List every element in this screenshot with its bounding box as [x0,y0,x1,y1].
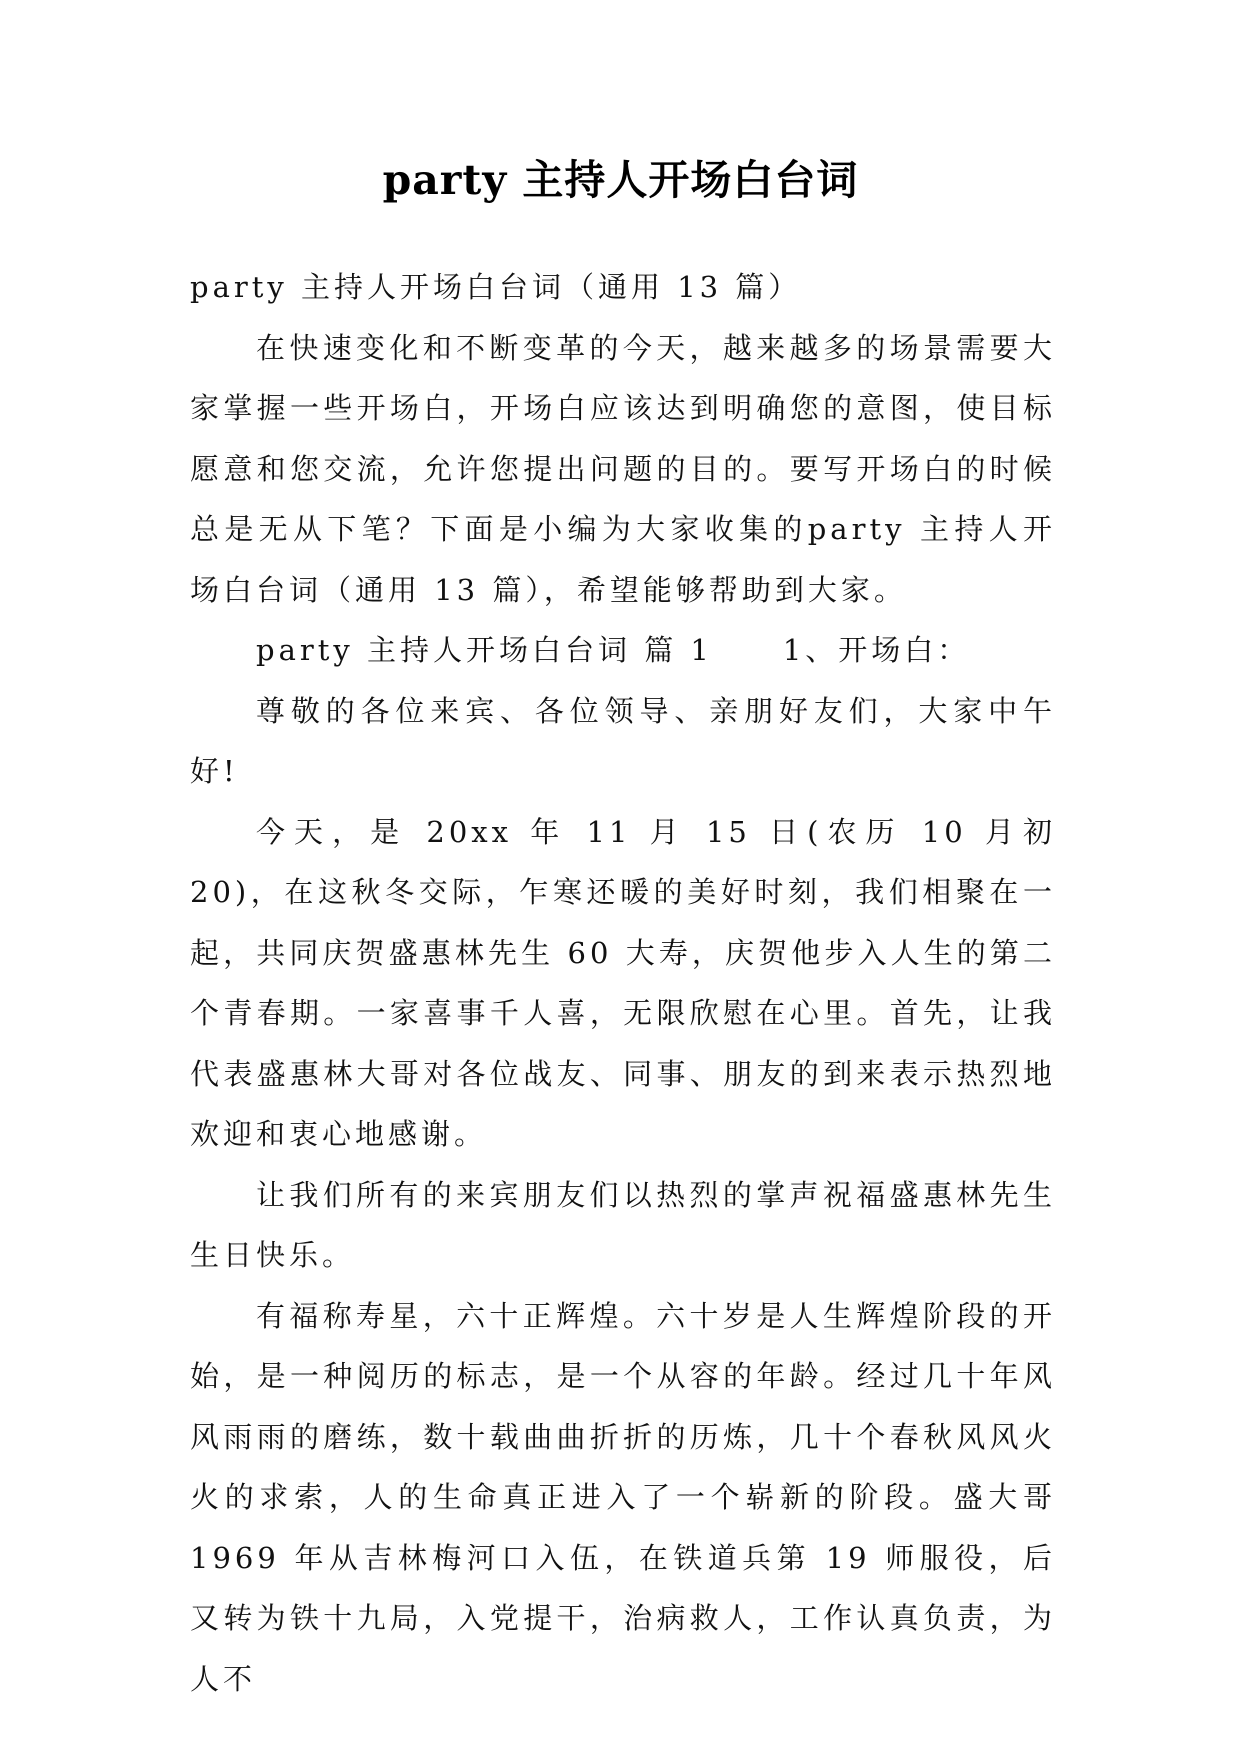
document-subtitle: party 主持人开场白台词（通用 13 篇） [190,270,802,304]
document-title: party 主持人开场白台词 [382,156,859,204]
speech-paragraph-applause: 让我们所有的来宾朋友们以热烈的掌声祝福盛惠林先生生日快乐。 [190,1177,1056,1272]
speech-paragraph-blessing: 有福称寿星，六十正辉煌。六十岁是人生辉煌阶段的开始，是一种阅历的标志，是一个从容的年龄。经过几十年风风雨雨的磨练，数十载曲曲折折的历炼，几十个春秋风风火火的求索，人的生命真正进入了一个崭新的阶段。盛大哥1969 年从吉林梅河口入伍，在铁道兵第 19 师服役，后又转为铁十九局，入党提干，治病救人，工作认真负责，为人不 [190,1298,1056,1696]
section-item: 1、开场白： [782,633,971,667]
document-body [190,257,1056,1709]
speech-paragraph-greeting: 尊敬的各位来宾、各位领导、亲朋好友们，大家中午好! [190,693,1056,788]
intro-paragraph: 在快速变化和不断变革的今天，越来越多的场景需要大家掌握一些开场白，开场白应该达到明确您的意图，使目标愿意和您交流，允许您提出问题的目的。要写开场白的时候总是无从下笔？下面是小编为大家收集的party 主持人开场白台词（通用 13 篇），希望能够帮助到大家。 [190,330,1056,607]
section-heading-line [190,620,1056,681]
speech-paragraph-date: 今天，是 20xx 年 11 月 15 日(农历 10 月初 20)，在这秋冬交际，乍寒还暖的美好时刻，我们相聚在一起，共同庆贺盛惠林先生 60 大寿，庆贺他步入人生的第二个青春期。一家喜事千人喜，无限欣慰在心里。首先，让我代表盛惠林大哥对各位战友、同事、朋友的到来表示热烈地欢迎和衷心地感谢。 [190,814,1056,1151]
section-heading: party 主持人开场白台词 篇 1 [256,633,713,667]
